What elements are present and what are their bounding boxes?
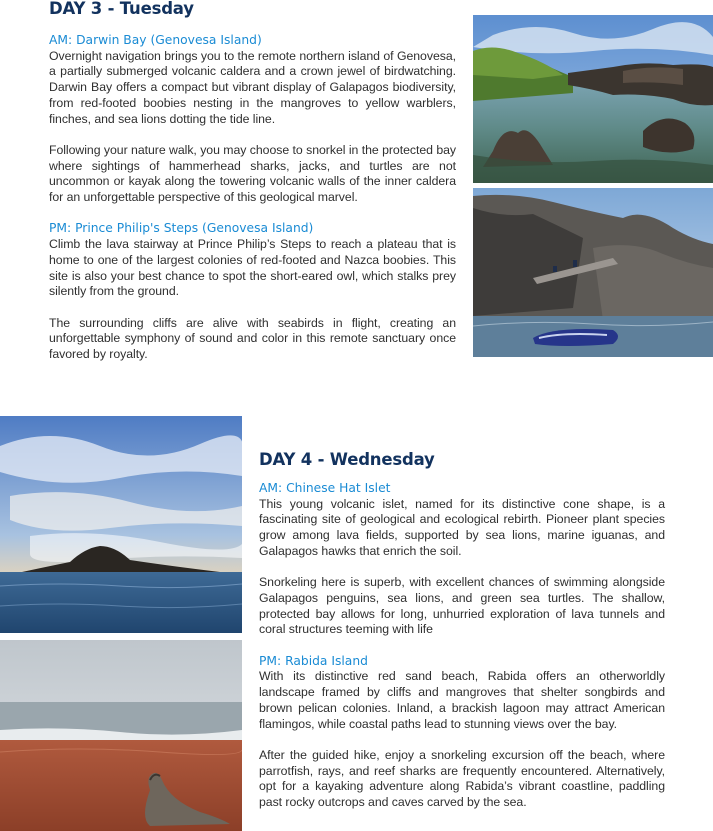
day4-am-paragraph-2: Snorkeling here is superb, with excellent chances of swimming alongside Galapagos penguins, sea lions, and green sea turtles. The shallow, protected bay allows for long, unhurried exploration of lava tunnels and coral structures teeming with life <box>259 575 665 637</box>
day3-section <box>49 0 456 363</box>
darwin-bay-photo <box>473 15 713 183</box>
day3-pm-paragraph-1: Climb the lava stairway at Prince Philip’s Steps to reach a plateau that is home to one of the largest colonies of red-footed and Nazca boobies. This site is also your best chance to spot the short-eared owl, which stalks prey silently from the ground. <box>49 237 456 299</box>
day4-pm-paragraph-1: With its distinctive red sand beach, Rabida offers an otherworldly landscape framed by cliffs and mangroves that shelter songbirds and brown pelican colonies. Inland, a brackish lagoon may attract American flamingos, while coastal paths lead to stunning views over the bay. <box>259 669 665 731</box>
day3-am-heading: AM: Darwin Bay (Genovesa Island) <box>49 33 262 47</box>
chinese-hat-islet-photo <box>0 416 242 633</box>
day4-pm-paragraph-2: After the guided hike, enjoy a snorkeling excursion off the beach, where parrotfish, rays, and reef sharks are frequently encountered. Alternatively, opt for a kayaking adventure along Rabida’s vibrant coastline, paddling past rocky outcrops and caves carved by the sea. <box>259 747 665 810</box>
day4-title: DAY 4 - Wednesday <box>259 450 435 469</box>
day4-pm-heading: PM: Rabida Island <box>259 653 368 668</box>
prince-philips-steps-photo <box>473 188 713 357</box>
day3-pm-heading: PM: Prince Philip's Steps (Genovesa Island) <box>49 221 314 236</box>
day4-am-paragraph-1: This young volcanic islet, named for its distinctive cone shape, is a fascinating site of geological and ecological rebirth. Pioneer plant species grow among lava fields, supported by sea lions, marine iguanas, and Galapagos hawks that enrich the soil. <box>259 496 665 558</box>
day4-am-heading: AM: Chinese Hat Islet <box>259 481 391 495</box>
rabida-island-photo <box>0 640 242 831</box>
day3-am-paragraph-2: Following your nature walk, you may choose to snorkel in the protected bay where sightings of hammerhead sharks, jacks, and turtles are not uncommon or kayak along the towering volcanic walls of the inner caldera for an unforgettable perspective of this geological marvel. <box>49 142 456 205</box>
day3-title: DAY 3 - Tuesday <box>49 0 194 18</box>
day3-am-paragraph-1: Overnight navigation brings you to the remote northern island of Genovesa, a partially submerged volcanic caldera and a crown jewel of birdwatching. Darwin Bay offers a compact but vibrant display of Galapagos biodiversity, from red-footed boobies nesting in the mangroves to yellow warblers, finches, and sea lions dotting the tide line. <box>49 48 456 126</box>
day3-pm-paragraph-2: The surrounding cliffs are alive with seabirds in flight, creating an unforgettable symphony of sound and color in this remote sanctuary once favored by royalty. <box>49 315 456 362</box>
day4-section <box>259 450 665 811</box>
